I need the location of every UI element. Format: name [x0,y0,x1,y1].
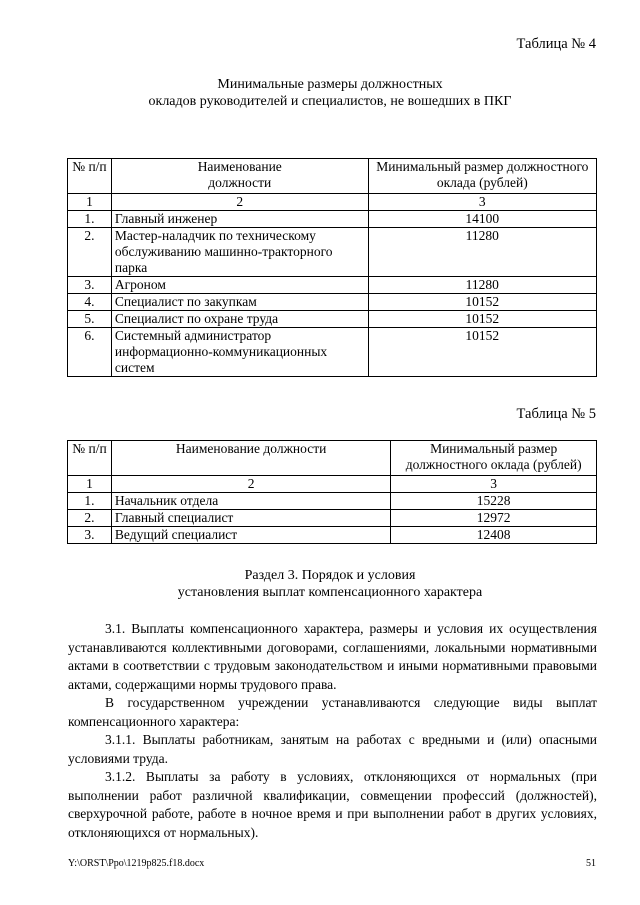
table4-index-row [68,194,597,211]
table5-header-row [68,441,597,476]
table5-index-3: 3 [391,476,597,493]
table5-header-salary: Минимальный размер должностного оклада (рублей) [391,441,597,476]
footer-file-path: Y:\ORST\Ppo\1219p825.f18.docx [68,858,205,869]
row-salary: 10152 [368,294,596,311]
page-number: 51 [586,858,596,869]
table5-index-2: 2 [111,476,390,493]
row-num: 6. [68,328,112,377]
row-name: Системный администратор информационно-коммуникационных систем [111,328,368,377]
row-num: 1. [68,493,112,510]
table4-heading-line-1: Минимальные размеры должностных [217,77,443,92]
table5-label: Таблица № 5 [516,406,596,422]
row-name: Начальник отдела [111,493,390,510]
table-row [68,527,597,544]
row-salary: 14100 [368,211,596,228]
row-name: Мастер-наладчик по техническому обслуживанию машинно-тракторного парка [111,228,368,277]
row-num: 2. [68,228,112,277]
table-row [68,510,597,527]
table-row [68,211,597,228]
table5-index-1: 1 [68,476,112,493]
table4-index-1: 1 [68,194,112,211]
table4-heading [60,76,600,110]
table4-index-3: 3 [368,194,596,211]
row-salary: 10152 [368,311,596,328]
paragraph-3-1-1: 3.1.1. Выплаты работникам, занятым на работах с вредными и (или) опасными условиями труда. [68,732,597,766]
row-name: Агроном [111,277,368,294]
row-num: 3. [68,277,112,294]
section3-heading-line-2: установления выплат компенсационного характера [177,585,483,600]
row-salary: 12972 [391,510,597,527]
table4-header-row [68,159,597,194]
table-row [68,328,597,377]
table-row [68,277,597,294]
row-salary: 10152 [368,328,596,377]
table-row [68,493,597,510]
table4-header-salary: Минимальный размер должностного оклада (рублей) [368,159,596,194]
row-name: Главный инженер [111,211,368,228]
row-num: 2. [68,510,112,527]
row-name: Специалист по охране труда [111,311,368,328]
table-row [68,228,597,277]
section3-heading-line-1: Раздел 3. Порядок и условия [244,568,416,583]
section3-body [68,620,597,842]
paragraph-3-1: 3.1. Выплаты компенсационного характера, размеры и условия их осуществления устанавливаются коллективными договорами, соглашениями, локальными нормативными актами в соответствии с трудовым законодательством и иными нормативными правовыми актами, содержащими нормы трудового права. [68,621,597,692]
row-num: 5. [68,311,112,328]
row-num: 3. [68,527,112,544]
table-row [68,294,597,311]
table4 [67,158,597,377]
row-name: Главный специалист [111,510,390,527]
row-num: 4. [68,294,112,311]
row-name: Ведущий специалист [111,527,390,544]
table5-header-name: Наименование должности [111,441,390,476]
table4-heading-line-2: окладов руководителей и специалистов, не вошедших в ПКГ [148,94,512,109]
table4-label: Таблица № 4 [516,36,596,52]
row-salary: 15228 [391,493,597,510]
table5-index-row [68,476,597,493]
row-name: Специалист по закупкам [111,294,368,311]
row-salary: 11280 [368,228,596,277]
table5-header-num: № п/п [68,441,112,476]
table4-header-name: Наименование должности [111,159,368,194]
row-salary: 12408 [391,527,597,544]
paragraph-kinds: В государственном учреждении устанавливаются следующие виды выплат компенсационного характера: [68,695,597,729]
row-salary: 11280 [368,277,596,294]
table4-header-num: № п/п [68,159,112,194]
section3-heading [60,567,600,601]
row-num: 1. [68,211,112,228]
paragraph-3-1-2: 3.1.2. Выплаты за работу в условиях, отклоняющихся от нормальных (при выполнении работ различной квалификации, совмещении профессий (должностей), сверхурочной работе, работе в ночное время и при выполнении работ в других условиях, отклоняющихся от нормальных). [68,769,597,840]
table4-index-2: 2 [111,194,368,211]
table5 [67,440,597,544]
table-row [68,311,597,328]
